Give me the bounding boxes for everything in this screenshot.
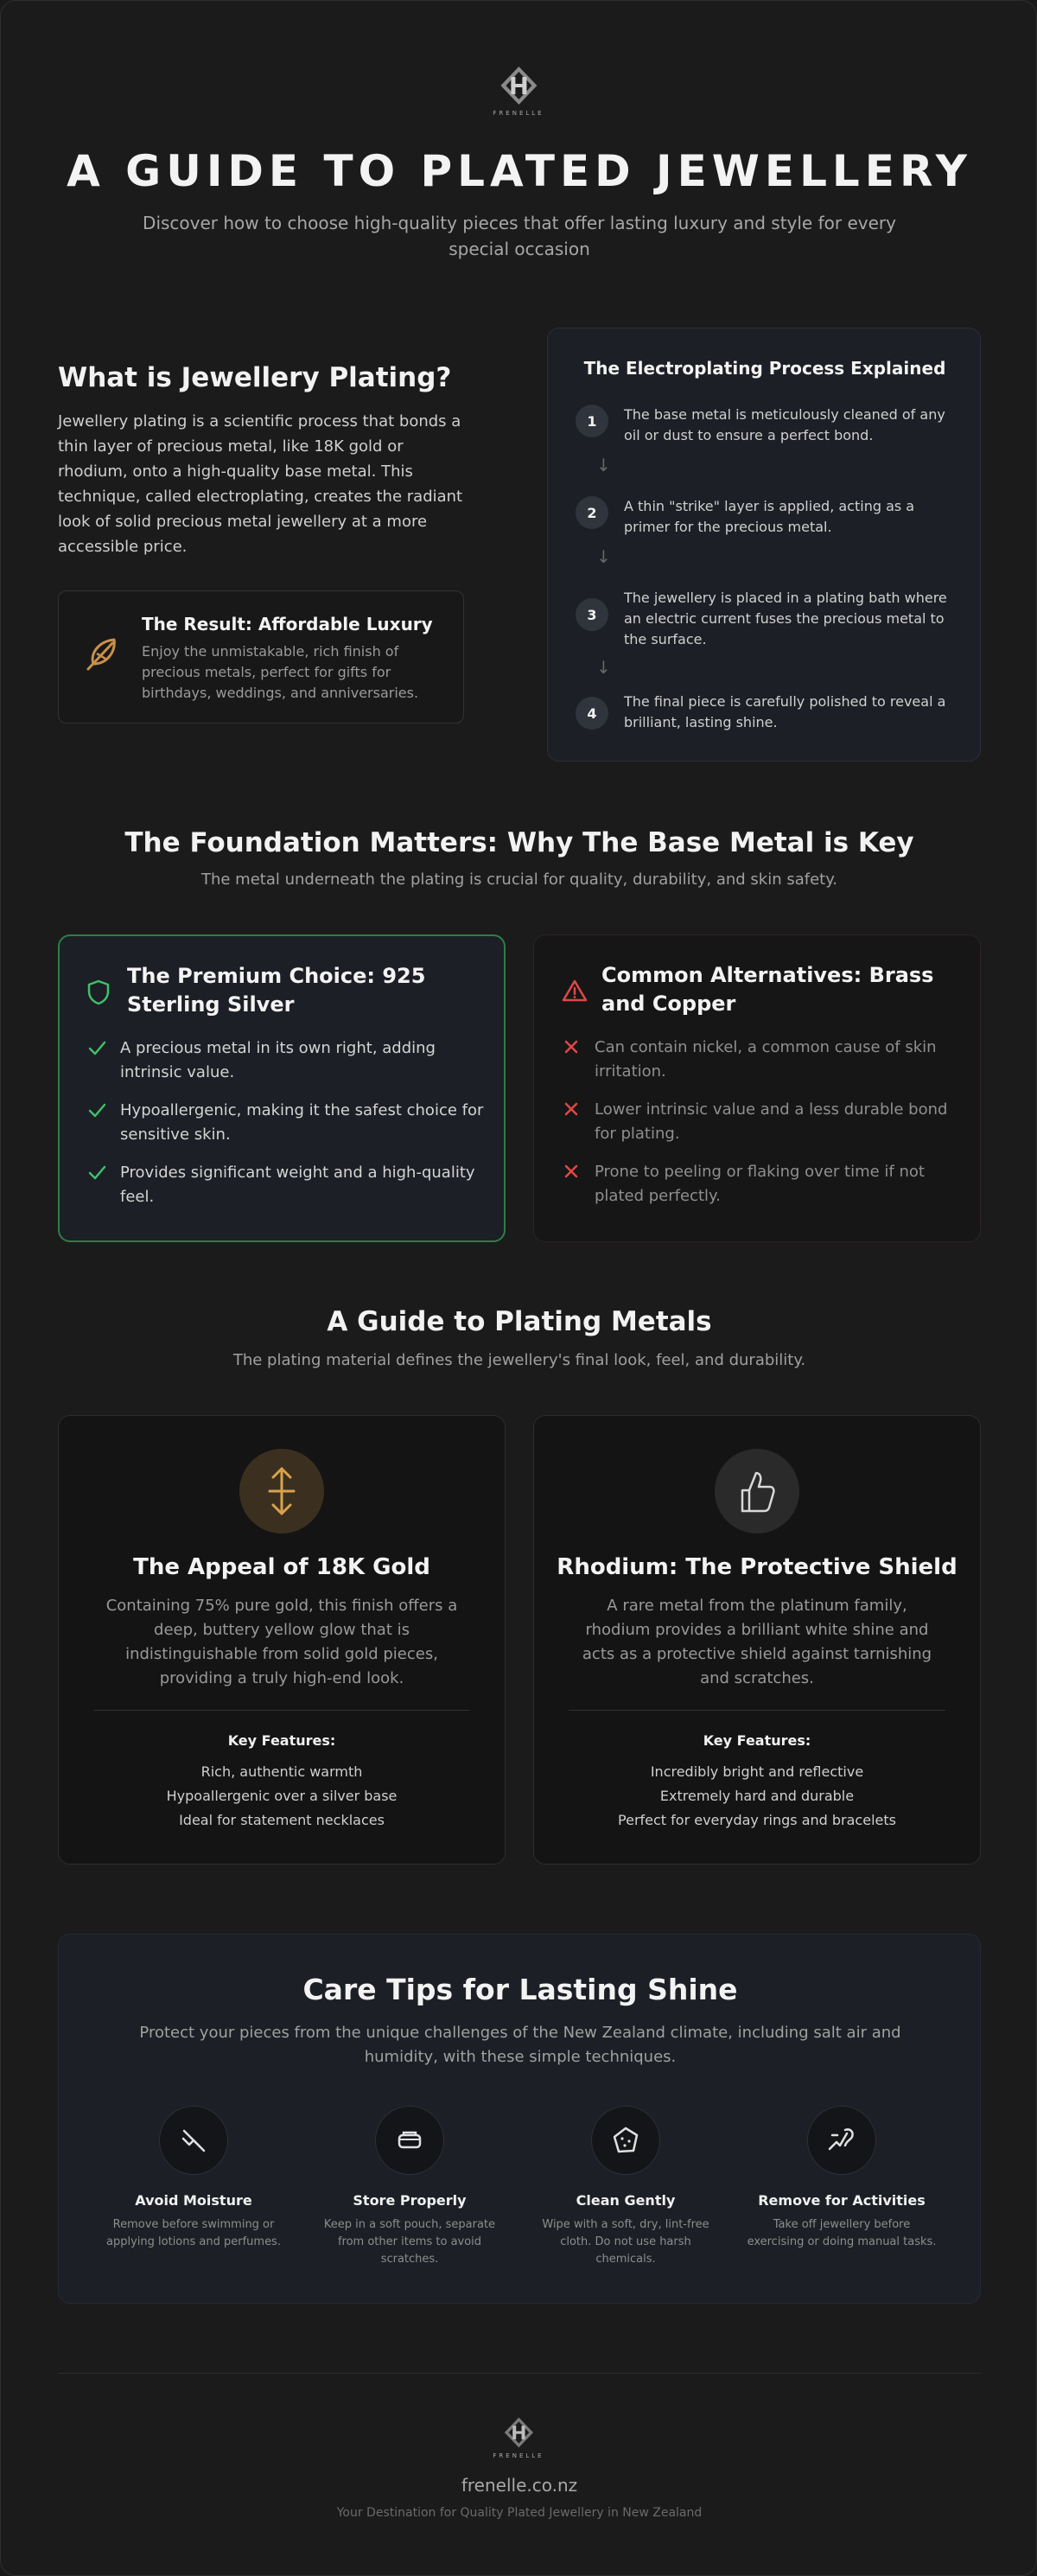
alternatives-title: Common Alternatives: Brass and Copper <box>601 963 934 1016</box>
gold-bars-icon <box>239 1449 324 1533</box>
result-card <box>58 590 464 724</box>
tip-text: Remove before swimming or applying lotions and perfumes. <box>106 2218 281 2248</box>
brand-logo[interactable] <box>493 65 544 117</box>
check-icon <box>87 1038 106 1065</box>
process-title: The Electroplating Process Explained <box>583 358 946 379</box>
feature-item: Extremely hard and durable <box>659 1788 855 1804</box>
result-text: Enjoy the unmistakable, rich finish of precious metals, perfect for gifts for birthdays, weddings, and anniversaries. <box>142 643 419 701</box>
pouch-icon <box>375 2106 444 2175</box>
rhodium-features <box>534 1760 980 1833</box>
care-tips-card <box>58 1934 981 2304</box>
tip-text: Keep in a soft pouch, separate from other items to avoid scratches. <box>323 2218 496 2266</box>
arrow-down-icon: ↓ <box>596 657 611 678</box>
page-title: A GUIDE TO PLATED JEWELLERY <box>67 146 972 196</box>
foundation-heading: The Foundation Matters: Why The Base Metal is Key <box>124 827 914 858</box>
step-number: 1 <box>576 405 608 437</box>
no-water-icon <box>159 2106 228 2175</box>
cross-icon <box>562 1162 581 1189</box>
arrow-down-icon: ↓ <box>596 455 611 475</box>
alternatives-list <box>562 1036 959 1222</box>
process-card <box>547 328 981 762</box>
alternatives-card <box>533 934 981 1242</box>
care-title: Care Tips for Lasting Shine <box>302 1973 738 2006</box>
gold-description: Containing 75% pure gold, this finish offers a deep, buttery yellow glow that is indistinguishable from solid gold pieces, providing a truly high-end look. <box>105 1597 458 1687</box>
list-item: Prone to peeling or flaking over time if not plated perfectly. <box>562 1160 959 1208</box>
rhodium-description: A rare metal from the platinum family, rhodium provides a brilliant white shine and acts as a protective shield against tarnishing and scratches. <box>582 1597 932 1687</box>
footer-logo[interactable] <box>493 2416 544 2459</box>
plating-heading: What is Jewellery Plating? <box>58 362 452 393</box>
step-number: 4 <box>576 697 608 730</box>
result-title: The Result: Affordable Luxury <box>142 614 433 634</box>
feature-item: Rich, authentic warmth <box>200 1763 363 1780</box>
care-subtitle: Protect your pieces from the unique challenges of the New Zealand climate, including salt air and humidity, with these simple techniques. <box>139 2024 901 2066</box>
cloth-icon <box>591 2106 660 2175</box>
feather-icon <box>81 634 121 679</box>
list-item: Provides significant weight and a high-quality feel. <box>87 1161 485 1209</box>
logo-icon <box>497 65 540 106</box>
divider <box>569 1710 945 1711</box>
warning-icon <box>562 979 588 1006</box>
list-item: A precious metal in its own right, adding intrinsic value. <box>87 1036 485 1085</box>
page-subtitle: Discover how to choose high-quality pieces that offer lasting luxury and style for every special occasion <box>143 213 896 259</box>
tip-title: Clean Gently <box>576 2192 676 2209</box>
premium-list <box>87 1036 485 1223</box>
step-text: A thin "strike" layer is applied, acting as a primer for the precious metal. <box>624 498 915 535</box>
premium-choice-card <box>58 934 506 1242</box>
foundation-subtitle: The metal underneath the plating is crucial for quality, durability, and skin safety. <box>200 870 838 889</box>
gold-card <box>58 1415 506 1865</box>
rhodium-title: Rhodium: The Protective Shield <box>557 1554 957 1580</box>
cross-icon <box>562 1100 581 1126</box>
list-item: Hypoallergenic, making it the safest choice for sensitive skin. <box>87 1099 485 1147</box>
tip-title: Store Properly <box>353 2192 467 2209</box>
metals-heading: A Guide to Plating Metals <box>327 1306 712 1337</box>
step-text: The base metal is meticulously cleaned of any oil or dust to ensure a perfect bond. <box>624 406 945 443</box>
arrow-down-icon: ↓ <box>596 546 611 567</box>
step-number: 2 <box>576 496 608 529</box>
list-item: Can contain nickel, a common cause of skin irritation. <box>562 1036 959 1084</box>
logo-wordmark: FRENELLE <box>493 2452 544 2459</box>
cross-icon <box>562 1037 581 1064</box>
plating-description: Jewellery plating is a scientific process that bonds a thin layer of precious metal, like 18K gold or rhodium, onto a high-quality base metal. This technique, called electroplating, creates the radiant look of solid precious metal jewellery at a more accessible price. <box>58 412 463 556</box>
shield-icon <box>87 979 110 1009</box>
rhodium-features-label: Key Features: <box>703 1732 811 1749</box>
tip-title: Avoid Moisture <box>135 2192 252 2209</box>
gold-title: The Appeal of 18K Gold <box>133 1554 430 1580</box>
tip-text: Wipe with a soft, dry, lint-free cloth. Do not use harsh chemicals. <box>542 2218 709 2266</box>
tip-text: Take off jewellery before exercising or doing manual tasks. <box>747 2218 937 2248</box>
logo-wordmark: FRENELLE <box>493 110 544 117</box>
gold-features-label: Key Features: <box>227 1732 336 1749</box>
gold-features <box>59 1760 505 1833</box>
tip-title: Remove for Activities <box>758 2192 926 2209</box>
metals-subtitle: The plating material defines the jewellery's final look, feel, and durability. <box>232 1351 806 1369</box>
thumbs-up-icon <box>715 1449 799 1533</box>
footer-domain-link[interactable]: frenelle.co.nz <box>461 2475 578 2496</box>
step-text: The jewellery is placed in a plating bath where an electric current fuses the precious metal to the surface. <box>624 590 947 647</box>
list-item: Lower intrinsic value and a less durable bond for plating. <box>562 1098 959 1146</box>
footer-tagline: Your Destination for Quality Plated Jewellery in New Zealand <box>336 2506 703 2520</box>
step-text: The final piece is carefully polished to reveal a brilliant, lasting shine. <box>624 693 946 730</box>
activity-icon <box>807 2106 876 2175</box>
check-icon <box>87 1163 106 1189</box>
feature-item: Perfect for everyday rings and bracelets <box>618 1812 896 1828</box>
premium-title: The Premium Choice: 925 Sterling Silver <box>127 964 426 1017</box>
feature-item: Hypoallergenic over a silver base <box>166 1788 398 1804</box>
step-number: 3 <box>576 598 608 631</box>
rhodium-card <box>533 1415 981 1865</box>
footer-divider <box>58 2373 981 2374</box>
feature-item: Incredibly bright and reflective <box>650 1763 864 1780</box>
feature-item: Ideal for statement necklaces <box>179 1812 385 1828</box>
logo-icon <box>501 2416 536 2449</box>
divider <box>93 1710 470 1711</box>
check-icon <box>87 1100 106 1127</box>
